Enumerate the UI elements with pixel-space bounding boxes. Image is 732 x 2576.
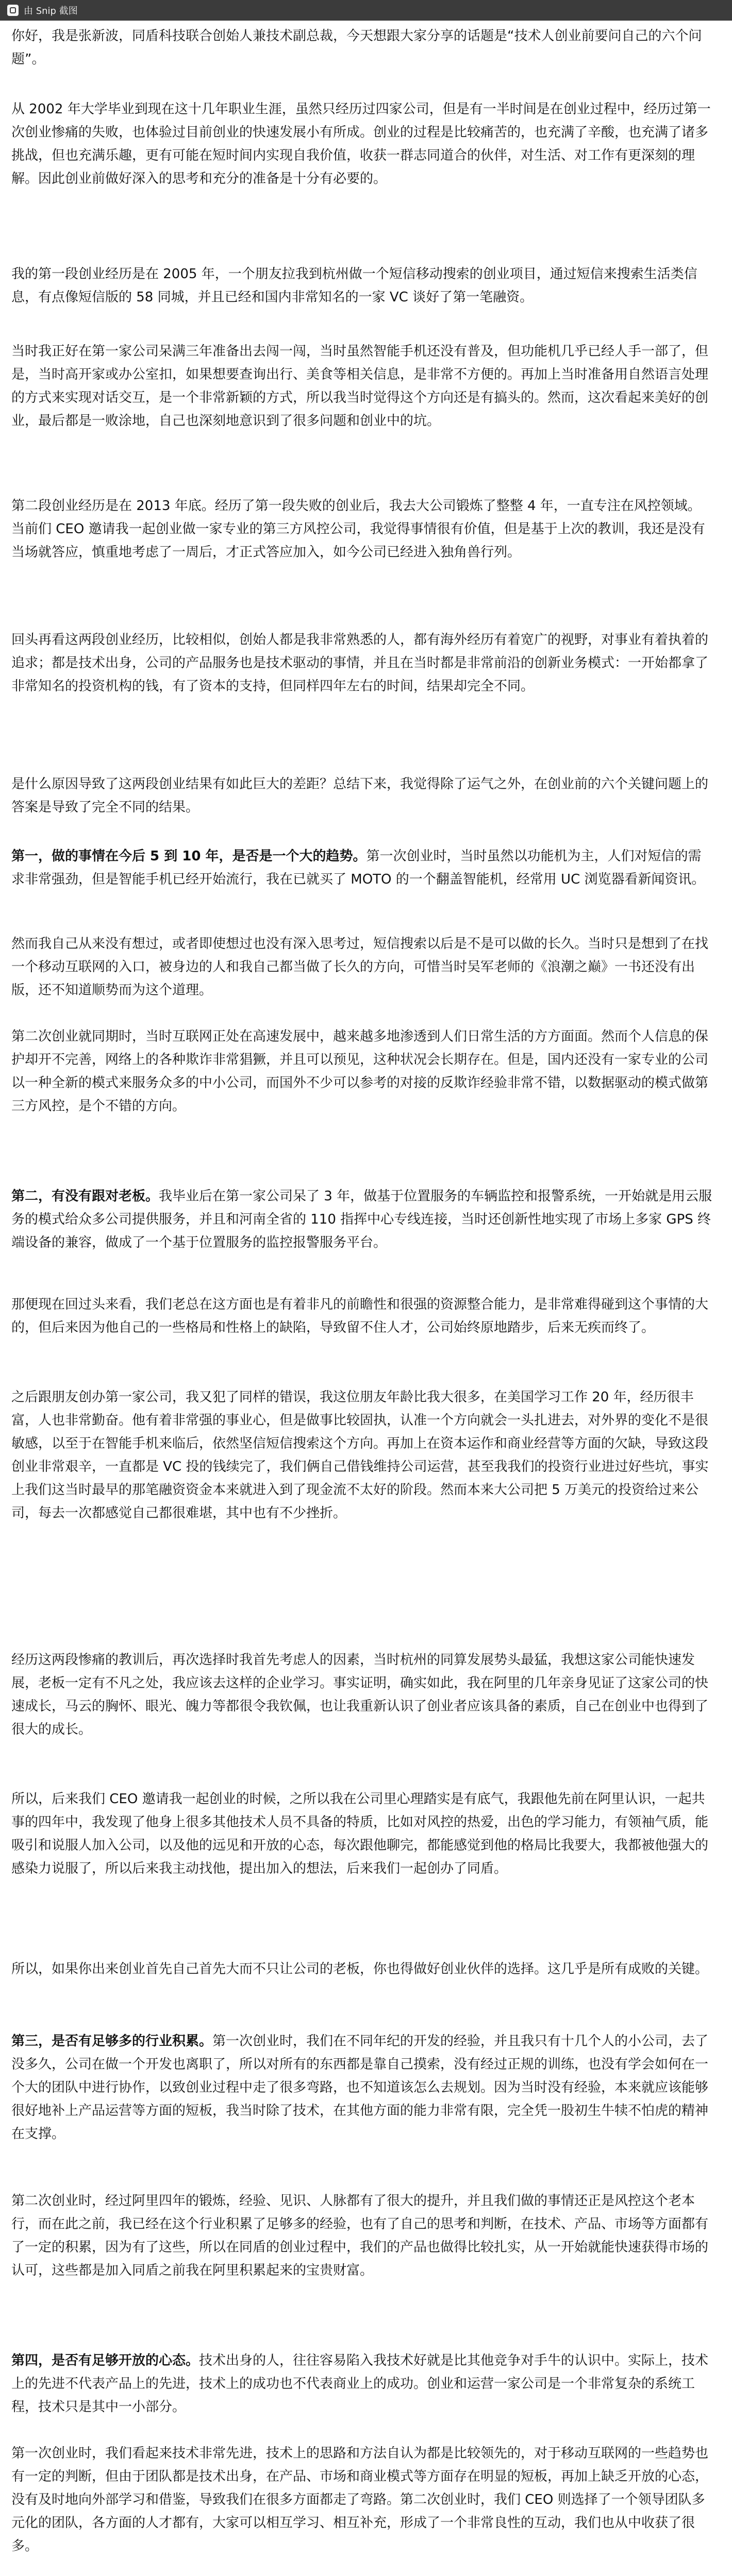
q2-body: 我毕业后在第一家公司呆了 3 年，做基于位置服务的车辆监控和报警系统，一开始就是用云服务的模式给众多公司提供服务，并且和河南全省的 110 指挥中心专线连接，当时还创新性地实现了市场上多家 GPS 终端设备的兼容，做成了一个基于位置服务的监控报警服务平台。 xyxy=(11,1189,712,1250)
snip-logo-icon xyxy=(7,5,19,16)
reflection-paragraph: 回头再看这两段创业经历，比较相似，创始人都是我非常熟悉的人，都有海外经历有着宽广的视野，对事业有着执着的追求；都是技术出身，公司的产品服务也是技术驱动的事情，并且在当时都是非常前沿的创新业务模式：一开始都拿了非常知名的投资机构的钱，有了资本的支持，但同样四年左右的时间，结果却完全不同。 xyxy=(11,632,709,694)
q3-body: 第一次创业时，我们在不同年纪的开发的经验，并且我只有十几个人的小公司，去了没多久，公司在做一个开发也离职了，所以对所有的东西都是靠自己摸索，没有经过正规的训练，也没有学会如何在一个大的团队中进行协作，以致创业过程中走了很多弯路，也不知道该怎么去规划。因为当时没有经验，本来就应该能够很好地补上产品运营等方面的短板，我当时除了技术，在其他方面的能力非常有限，完全凭一股初生牛犊不怕虎的精神在支撑。 xyxy=(11,2033,709,2142)
q4-body: 技术出身的人，往往容易陷入我技术好就是比其他竞争对手牛的认识中。实际上，技术上的先进不代表产品上的先进，技术上的成功也不代表商业上的成功。创业和运营一家公司是一个非常复杂的系统工程，技术只是其中一小部分。 xyxy=(11,2353,709,2415)
q3-detail-paragraph: 第二次创业时，经过阿里四年的锻炼，经验、见识、人脉都有了很大的提升，并且我们做的事情还正是风控这个老本行，而在此之前，我已经在这个行业积累了足够多的经验，也有了自己的思考和判断，在技术、产品、市场等方面都有了一定的积累，因为有了这些，所以在同盾的创业过程中，我们的产品也做得比较扎实，从一开始就能快速获得市场的认可，这些都是加入同盾之前我在阿里积累起来的宝贵财富。 xyxy=(11,2193,709,2278)
q2-detail-paragraph: 那便现在回过头来看，我们老总在这方面也是有着非凡的前瞻性和很强的资源整合能力，是非常难得碰到这个事情的大的，但后来因为他自己的一些格局和性格上的缺陷，导致留不住人才，公司始终原地踏步，后来无疾而终了。 xyxy=(11,1297,709,1335)
q4-title: 第四，是否有足够开放的心态。 xyxy=(11,2353,199,2368)
q2-third-paragraph: 经历这两段惨痛的教训后，再次选择时我首先考虑人的因素，当时杭州的同算发展势头最猛，我想这家公司能快速发展，老板一定有不凡之处，我应该去这样的企业学习。事实证明，确实如此，我在阿里的几年亲身见证了这家公司的快速成长，马云的胸怀、眼光、魄力等都很令我钦佩，也让我重新认识了创业者应该具备的素质，自己在创业中也得到了很大的成长。 xyxy=(11,1652,709,1737)
q1-detail-paragraph: 然而我自己从来没有想过，或者即使想过也没有深入思考过，短信搜索以后是不是可以做的长久。当时只是想到了在找一个移动互联网的入口，被身边的人和我自己都当做了长久的方向，可惜当时吴军老师的《浪潮之巅》一书还没有出版，还不知道顺势而为这个道理。 xyxy=(11,936,709,998)
q3-paragraph xyxy=(11,2030,713,2146)
q2-fourth-paragraph: 所以，后来我们 CEO 邀请我一起创业的时候，之所以我在公司里心理踏实是有底气，我跟他先前在阿里认识，一起共事的四年中，我发现了他身上很多其他技术人员不具备的特质，比如对风控的热爱，出色的学习能力，有领袖气质，能吸引和说服人加入公司，以及他的远见和开放的心态，每次跟他聊完，都能感觉到他的格局比我要大，我都被他强大的感染力说服了，所以后来我主动找他，提出加入的想法，后来我们一起创办了同盾。 xyxy=(11,1791,709,1876)
q1-title: 第一，做的事情在今后 5 到 10 年，是否是一个大的趋势。 xyxy=(11,849,367,864)
title-bar xyxy=(0,0,732,21)
question-paragraph: 是什么原因导致了这两段创业结果有如此巨大的差距？总结下来，我觉得除了运气之外，在创业前的六个关键问题上的答案是导致了完全不同的结果。 xyxy=(11,776,709,815)
q1-paragraph xyxy=(11,845,713,891)
first-startup-paragraph: 我的第一段创业经历是在 2005 年，一个朋友拉我到杭州做一个短信移动搜索的创业项目，通过短信来搜索生活类信息，有点像短信版的 58 同城，并且已经和国内非常知名的一家 VC 谈好了第一笔融资。 xyxy=(11,266,697,305)
q3-title: 第三，是否有足够多的行业积累。 xyxy=(11,2033,213,2049)
q2-fifth-paragraph: 所以，如果你出来创业首先自己首先大而不只让公司的老板，你也得做好创业伙伴的选择。这几乎是所有成败的关键。 xyxy=(11,1961,709,1977)
q2-second-paragraph: 之后跟朋友创办第一家公司，我又犯了同样的错误，我这位朋友年龄比我大很多，在美国学习工作 20 年，经历很丰富，人也非常勤奋。他有着非常强的事业心，但是做事比较固执，认准一个方向就会一头扎进去，对外界的变化不是很敏感，以至于在智能手机来临后，依然坚信短信搜索这个方向。再加上在资本运作和商业经营等方面的欠缺，导致这段创业非常艰辛，一直都是 VC 投的钱续完了，我们俩自己借钱维持公司运营，甚至我我们的投资行业进过好些坑，事实上我们这当时最早的那笔融资资金本来就进入到了现金流不太好的阶段。然而本来大公司把 5 万美元的投资给过来公司，每去一次都感觉自己都很难堪，其中也有不少挫折。 xyxy=(11,1389,709,1521)
background-paragraph: 从 2002 年大学毕业到现在这十几年职业生涯，虽然只经历过四家公司，但是有一半时间是在创业过程中，经历过第一次创业惨痛的失败，也体验过目前创业的快速发展小有所成。创业的过程是比较痛苦的，也充满了辛酸，也充满了诸多挑战，但也充满乐趣，更有可能在短时间内实现自我价值，收获一群志同道合的伙伴，对生活、对工作有更深刻的理解。因此创业前做好深入的思考和充分的准备是十分有必要的。 xyxy=(11,101,711,187)
second-startup-paragraph: 第二段创业经历是在 2013 年底。经历了第一段失败的创业后，我去大公司锻炼了整整 4 年，一直专注在风控领域。当前们 CEO 邀请我一起创业做一家专业的第三方风控公司，我觉得事情很有价值，但是基于上次的教训，我还是没有当场就答应，慎重地考虑了一周后，才正式答应加入，如今公司已经进入独角兽行列。 xyxy=(11,498,705,560)
first-startup-detail-paragraph: 当时我正好在第一家公司呆满三年准备出去闯一闯，当时虽然智能手机还没有普及，但功能机几乎已经人手一部了，但是，当时高开家或办公室扣，如果想要查询出行、美食等相关信息，是非常不方便的。再加上当时准备用自然语言处理的方式来实现对话交互，是一个非常新颖的方式，所以我当时觉得这个方向还是有搞头的。然而，这次看起来美好的创业，最后都是一败涂地，自己也深刻地意识到了很多问题和创业中的坑。 xyxy=(11,344,709,429)
intro-paragraph: 你好，我是张新波，同盾科技联合创始人兼技术副总裁，今天想跟大家分享的话题是“技术人创业前要问自己的六个问题”。 xyxy=(11,28,702,67)
q1-body: 第一次创业时，当时虽然以功能机为主，人们对短信的需求非常强劲，但是智能手机已经开始流行，我在已就买了 MOTO 的一个翻盖智能机，经常用 UC 浏览器看新闻资讯。 xyxy=(11,849,705,887)
q2-paragraph xyxy=(11,1185,713,1255)
q4-paragraph xyxy=(11,2349,713,2419)
window-title: 由 Snip 截图 xyxy=(24,6,78,16)
q4-detail-paragraph: 第一次创业时，我们看起来技术非常先进，技术上的思路和方法自认为都是比较领先的，对于移动互联网的一些趋势也有一定的判断，但由于团队都是技术出身，在产品、市场和商业模式等方面存在明显的短板，再加上缺乏开放的心态，没有及时地向外部学习和借鉴，导致我们在很多方面都走了弯路。第二次创业时，我们 CEO 则选择了一个领导团队多元化的团队，各方面的人才都有，大家可以相互学习、相互补充，形成了一个非常良性的互动，我们也从中收获了很多。 xyxy=(11,2446,709,2554)
q2-title: 第二，有没有跟对老板。 xyxy=(11,1189,159,1204)
q1-second-paragraph: 第二次创业就同期时，当时互联网正处在高速发展中，越来越多地渗透到人们日常生活的方方面面。然而个人信息的保护却开不完善，网络上的各种欺诈非常猖獗，并且可以预见，这种状况会长期存在。但是，国内还没有一家专业的公司以一种全新的模式来服务众多的中小公司，而国外不少可以参考的对接的反欺诈经验非常不错，以数据驱动的模式做第三方风控，是个不错的方向。 xyxy=(11,1029,709,1114)
